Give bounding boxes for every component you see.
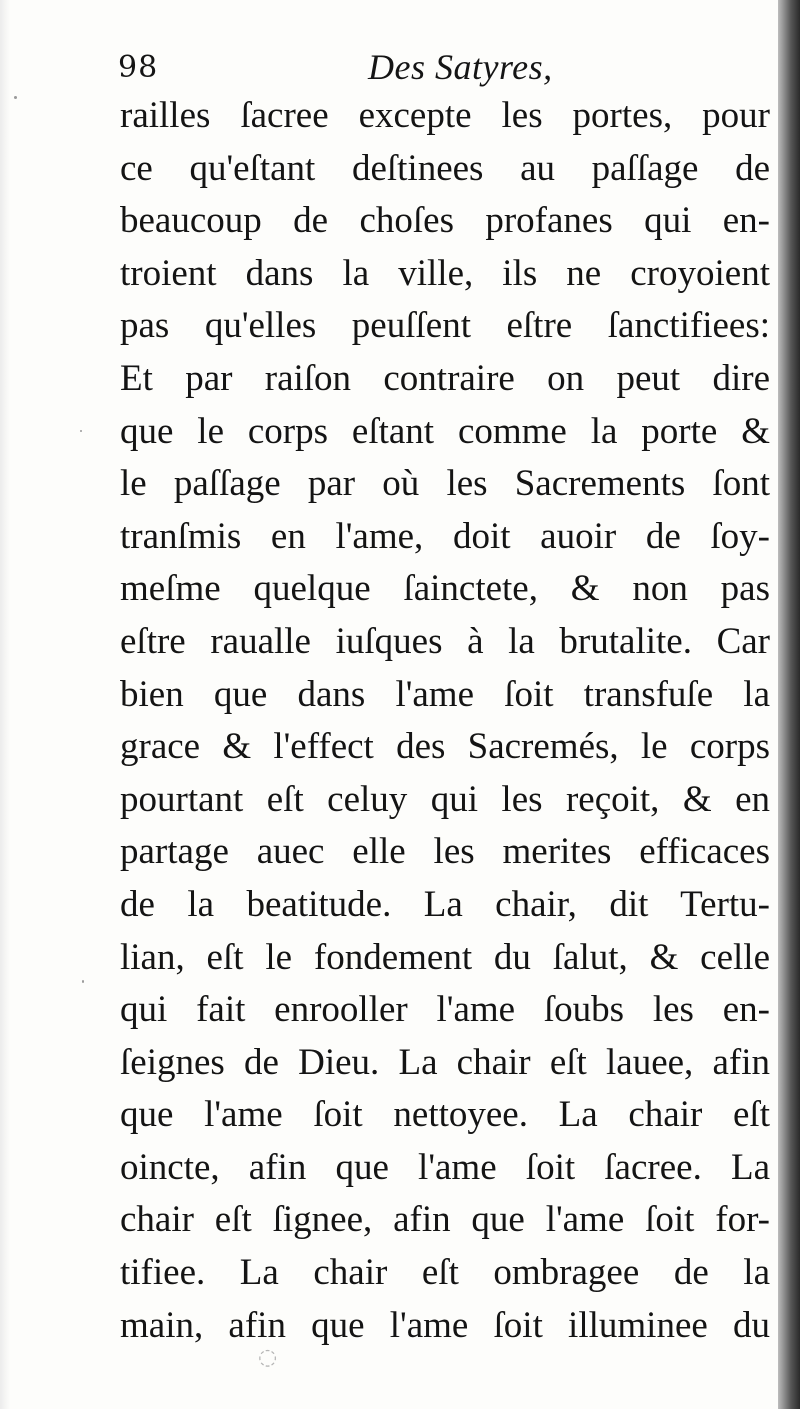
text-line: pourtant eſt celuy qui les reçoit, & en xyxy=(120,778,770,820)
text-line: Et par raiſon contraire on peut dire xyxy=(120,357,770,399)
text-line: lian, eſt le fondement du ſalut, & celle xyxy=(120,936,770,978)
body-text xyxy=(120,90,770,1352)
text-line: grace & l'effect des Sacremés, le corps xyxy=(120,726,770,768)
text-line: beaucoup de choſes profanes qui en- xyxy=(120,200,770,242)
text-line: ſeignes de Dieu. La chair eſt lauee, afin xyxy=(120,1041,770,1083)
text-line: qui fait enrooller l'ame ſoubs les en- xyxy=(120,989,770,1031)
text-line: que le corps eſtant comme la porte & xyxy=(120,410,770,452)
text-line: ce qu'eſtant deſtinees au paſſage de xyxy=(120,147,770,189)
page-number: 98 xyxy=(118,50,159,85)
running-title: Des Satyres, xyxy=(368,47,553,87)
ink-speck xyxy=(80,430,82,432)
text-line: que l'ame ſoit nettoyee. La chair eſt xyxy=(120,1094,770,1136)
text-line: tranſmis en l'ame, doit auoir de ſoy- xyxy=(120,515,770,557)
text-line: partage auec elle les merites efficaces xyxy=(120,831,770,873)
text-line: de la beatitude. La chair, dit Tertu- xyxy=(120,883,770,925)
text-line: main, afin que l'ame ſoit illuminee du xyxy=(120,1304,770,1346)
text-line: eſtre raualle iuſques à la brutalite. Car xyxy=(120,620,770,662)
page-gutter-shade xyxy=(0,0,10,1409)
text-line: le paſſage par où les Sacrements ſont xyxy=(120,463,770,505)
text-line: pas qu'elles peuſſent eſtre ſanctifiees: xyxy=(120,305,770,347)
page-smudge-mark: ◌ xyxy=(258,1345,278,1370)
ink-speck xyxy=(82,980,84,983)
ink-speck xyxy=(14,96,17,99)
text-line: meſme quelque ſainctete, & non pas xyxy=(120,568,770,610)
page-edge-shadow xyxy=(778,0,800,1409)
text-line: railles ſacree excepte les portes, pour xyxy=(120,95,770,136)
text-line: oincte, afin que l'ame ſoit ſacree. La xyxy=(120,1146,770,1188)
text-line: tifiee. La chair eſt ombragee de la xyxy=(120,1252,770,1294)
text-line: chair eſt ſignee, afin que l'ame ſoit for- xyxy=(120,1199,770,1241)
text-line: bien que dans l'ame ſoit transfuſe la xyxy=(120,673,770,715)
text-line: troient dans la ville, ils ne croyoient xyxy=(120,252,770,294)
